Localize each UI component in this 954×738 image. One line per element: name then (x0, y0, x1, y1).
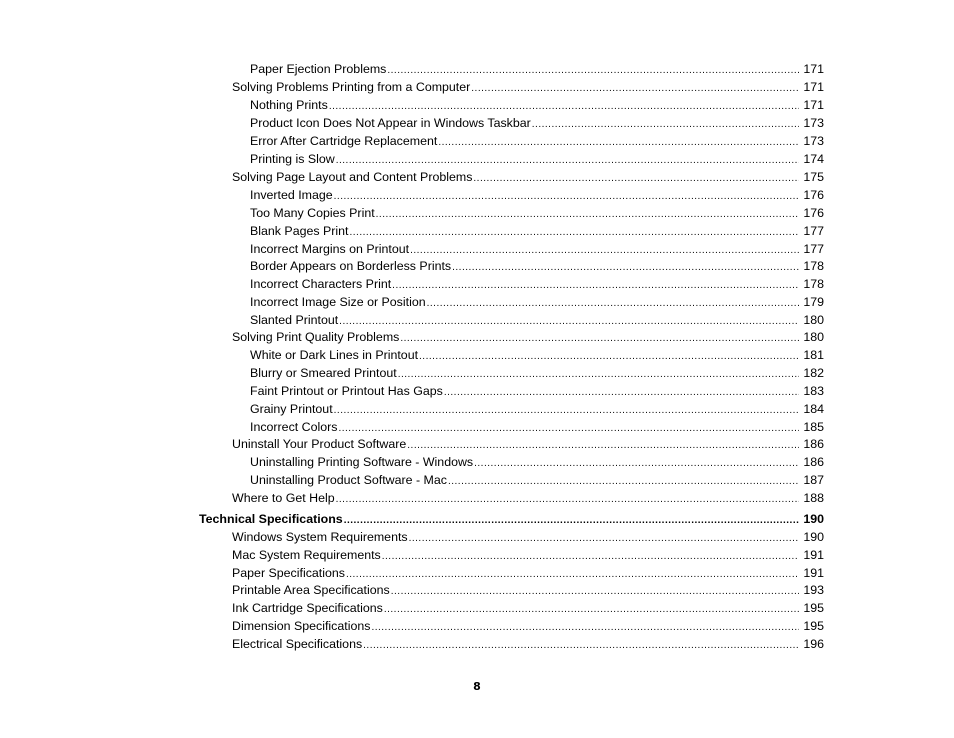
toc-entry-page: 195 (803, 619, 824, 633)
toc-entry[interactable] (232, 581, 824, 599)
toc-entry-title: Mac System Requirements (232, 548, 381, 562)
toc-entry-page: 191 (803, 548, 824, 562)
toc-entry[interactable] (232, 528, 824, 546)
toc-entry-page: 193 (803, 583, 824, 597)
toc-entry-title: Electrical Specifications (232, 637, 363, 651)
toc-entry-title: Paper Specifications (232, 566, 345, 580)
toc-entry-page: 171 (803, 62, 824, 76)
toc-entry[interactable] (232, 168, 824, 186)
toc-entry-title: Blank Pages Print (250, 224, 349, 238)
toc-entry[interactable] (250, 114, 824, 132)
toc-entry-title: Incorrect Margins on Printout (250, 242, 410, 256)
toc-entry[interactable] (250, 257, 824, 275)
toc-entry[interactable] (232, 617, 824, 635)
toc-entry-page: 181 (803, 348, 824, 362)
toc-entry[interactable] (250, 418, 824, 436)
toc-entry-page: 190 (803, 512, 824, 526)
toc-entry[interactable] (250, 346, 824, 364)
toc-entry-title: Grainy Printout (250, 402, 333, 416)
toc-entry-page: 175 (803, 170, 824, 184)
toc-entry-page: 179 (803, 295, 824, 309)
toc-entry[interactable] (232, 546, 824, 564)
toc-entry-title: Inverted Image (250, 188, 333, 202)
toc-entry[interactable] (250, 471, 824, 489)
toc-entry-title: Uninstalling Printing Software - Windows (250, 455, 474, 469)
toc-entry-page: 180 (803, 330, 824, 344)
dot-leader (363, 637, 799, 655)
toc-entry-title: Printing is Slow (250, 152, 335, 166)
toc-entry[interactable] (250, 96, 824, 114)
toc-entry-title: Solving Problems Printing from a Computer (232, 80, 471, 94)
toc-entry-page: 196 (803, 637, 824, 651)
toc-entry-page: 177 (803, 224, 824, 238)
toc-entry-title: Uninstall Your Product Software (232, 437, 407, 451)
toc-entry-page: 178 (803, 259, 824, 273)
toc-entry-page: 177 (803, 242, 824, 256)
toc-entry[interactable] (232, 328, 824, 346)
toc-entry-page: 191 (803, 566, 824, 580)
toc-entry[interactable] (250, 400, 824, 418)
toc-entry-title: Solving Page Layout and Content Problems (232, 170, 473, 184)
toc-entry-page: 183 (803, 384, 824, 398)
toc-entry[interactable] (250, 150, 824, 168)
toc-entry[interactable] (232, 78, 824, 96)
toc-entry[interactable] (232, 599, 824, 617)
toc-entry-title: Incorrect Image Size or Position (250, 295, 426, 309)
toc-entry-page: 187 (803, 473, 824, 487)
toc-entry[interactable] (250, 204, 824, 222)
toc-entry-title: Dimension Specifications (232, 619, 371, 633)
toc-entry-title: Technical Specifications (199, 512, 343, 526)
toc-entry-page: 176 (803, 188, 824, 202)
toc-entry-page: 171 (803, 98, 824, 112)
toc-entry[interactable] (250, 275, 824, 293)
toc-entry-page: 182 (803, 366, 824, 380)
toc-entry-title: Faint Printout or Printout Has Gaps (250, 384, 443, 398)
toc-entry-title: Printable Area Specifications (232, 583, 390, 597)
toc-entry-page: 186 (803, 437, 824, 451)
toc-entry-page: 176 (803, 206, 824, 220)
toc-entry-title: Uninstalling Product Software - Mac (250, 473, 447, 487)
toc-entry-title: Error After Cartridge Replacement (250, 134, 438, 148)
toc-entry[interactable] (232, 635, 824, 653)
toc-entry-title: Nothing Prints (250, 98, 328, 112)
page-number: 8 (473, 680, 481, 693)
toc-entry-title: Where to Get Help (232, 491, 335, 505)
toc-entry-page: 184 (803, 402, 824, 416)
toc-entry[interactable] (250, 364, 824, 382)
toc-entry-page: 180 (803, 313, 824, 327)
toc-entry-page: 171 (803, 80, 824, 94)
toc-entry[interactable] (232, 435, 824, 453)
toc-entry-title: Slanted Printout (250, 313, 339, 327)
toc-entry[interactable] (250, 453, 824, 471)
toc-entry[interactable] (250, 222, 824, 240)
toc-entry-page: 173 (803, 134, 824, 148)
toc-entry[interactable] (232, 489, 824, 507)
toc-entry-page: 195 (803, 601, 824, 615)
toc-entry-title: Border Appears on Borderless Prints (250, 259, 452, 273)
toc-entry[interactable] (250, 311, 824, 329)
toc-entry-title: Paper Ejection Problems (250, 62, 387, 76)
toc-entry-page: 188 (803, 491, 824, 505)
toc-entry[interactable] (232, 564, 824, 582)
toc-entry-page: 178 (803, 277, 824, 291)
toc-entry-title: Incorrect Colors (250, 420, 338, 434)
toc-entry[interactable] (199, 510, 824, 528)
toc-entry-title: Blurry or Smeared Printout (250, 366, 397, 380)
toc-entry-page: 190 (803, 530, 824, 544)
dot-leader (336, 491, 799, 509)
toc-entry-title: Windows System Requirements (232, 530, 408, 544)
toc-entry[interactable] (250, 60, 824, 78)
toc-entry-page: 174 (803, 152, 824, 166)
toc-entry-page: 186 (803, 455, 824, 469)
toc-entry-page: 173 (803, 116, 824, 130)
toc-entry-title: Product Icon Does Not Appear in Windows Taskbar (250, 116, 531, 130)
toc-entry[interactable] (250, 186, 824, 204)
toc-entry-title: Incorrect Characters Print (250, 277, 392, 291)
toc-entry-title: Too Many Copies Print (250, 206, 375, 220)
toc-entry-title: White or Dark Lines in Printout (250, 348, 419, 362)
toc-entry-title: Ink Cartridge Specifications (232, 601, 383, 615)
toc-entry[interactable] (250, 132, 824, 150)
toc-entry[interactable] (250, 240, 824, 258)
toc-entry[interactable] (250, 382, 824, 400)
toc-entry[interactable] (250, 293, 824, 311)
toc-entry-title: Solving Print Quality Problems (232, 330, 400, 344)
toc-entry-page: 185 (803, 420, 824, 434)
